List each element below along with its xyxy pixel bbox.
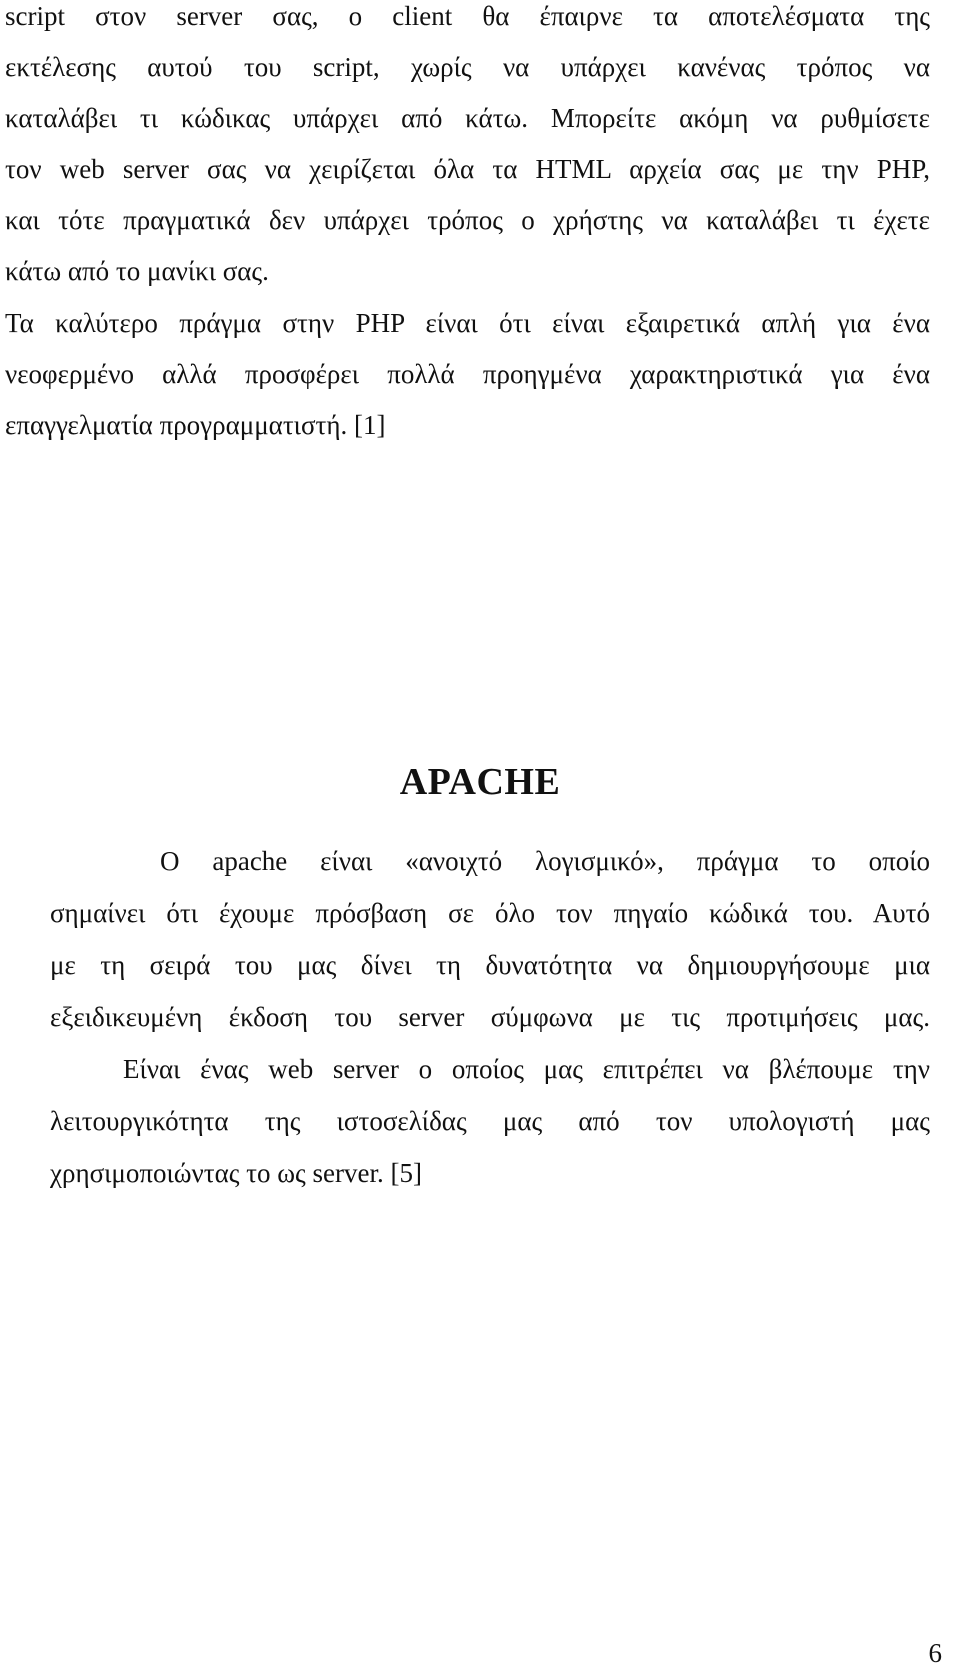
paragraph-line: εξειδικευμένη έκδοση του server σύμφωνα με τις προτιμήσεις μας. — [50, 1002, 930, 1032]
paragraph-line: και τότε πραγματικά δεν υπάρχει τρόπος ο χρήστης να καταλάβει τι έχετε — [5, 205, 930, 235]
paragraph-line: κάτω από το μανίκι σας. — [5, 256, 269, 286]
paragraph-line: χρησιμοποιώντας το ως server. [5] — [50, 1158, 422, 1188]
paragraph-line: Είναι ένας web server ο οποίος μας επιτρέπει να βλέπουμε την — [123, 1054, 930, 1084]
paragraph-line: Τα καλύτερο πράγμα στην PHP είναι ότι είναι εξαιρετικά απλή για ένα — [5, 308, 930, 338]
paragraph-line: νεοφερμένο αλλά προσφέρει πολλά προηγμένα χαρακτηριστικά για ένα — [5, 359, 930, 389]
paragraph-line: εκτέλεσης αυτού του script, χωρίς να υπάρχει κανένας τρόπος να — [5, 52, 930, 82]
paragraph-line: καταλάβει τι κώδικας υπάρχει από κάτω. Μπορείτε ακόμη να ρυθμίσετε — [5, 103, 930, 133]
page-number: 6 — [928, 1638, 942, 1668]
paragraph-line: σημαίνει ότι έχουμε πρόσβαση σε όλο τον πηγαίο κώδικά του. Αυτό — [50, 898, 930, 928]
paragraph-line: λειτουργικότητα της ιστοσελίδας μας από τον υπολογιστή μας — [50, 1106, 930, 1136]
paragraph-line: με τη σειρά του μας δίνει τη δυνατότητα να δημιουργήσουμε μια — [50, 950, 930, 980]
section-heading-apache: APACHE — [399, 761, 561, 803]
paragraph-line: τον web server σας να χειρίζεται όλα τα HTML αρχεία σας με την PHP, — [5, 154, 930, 184]
paragraph-line: script στον server σας, ο client θα έπαιρνε τα αποτελέσματα της — [5, 1, 930, 31]
paragraph-line: Ο apache είναι «ανοιχτό λογισμικό», πράγμα το οποίο — [160, 846, 930, 876]
paragraph-line: επαγγελματία προγραμματιστή. [1] — [5, 410, 386, 440]
